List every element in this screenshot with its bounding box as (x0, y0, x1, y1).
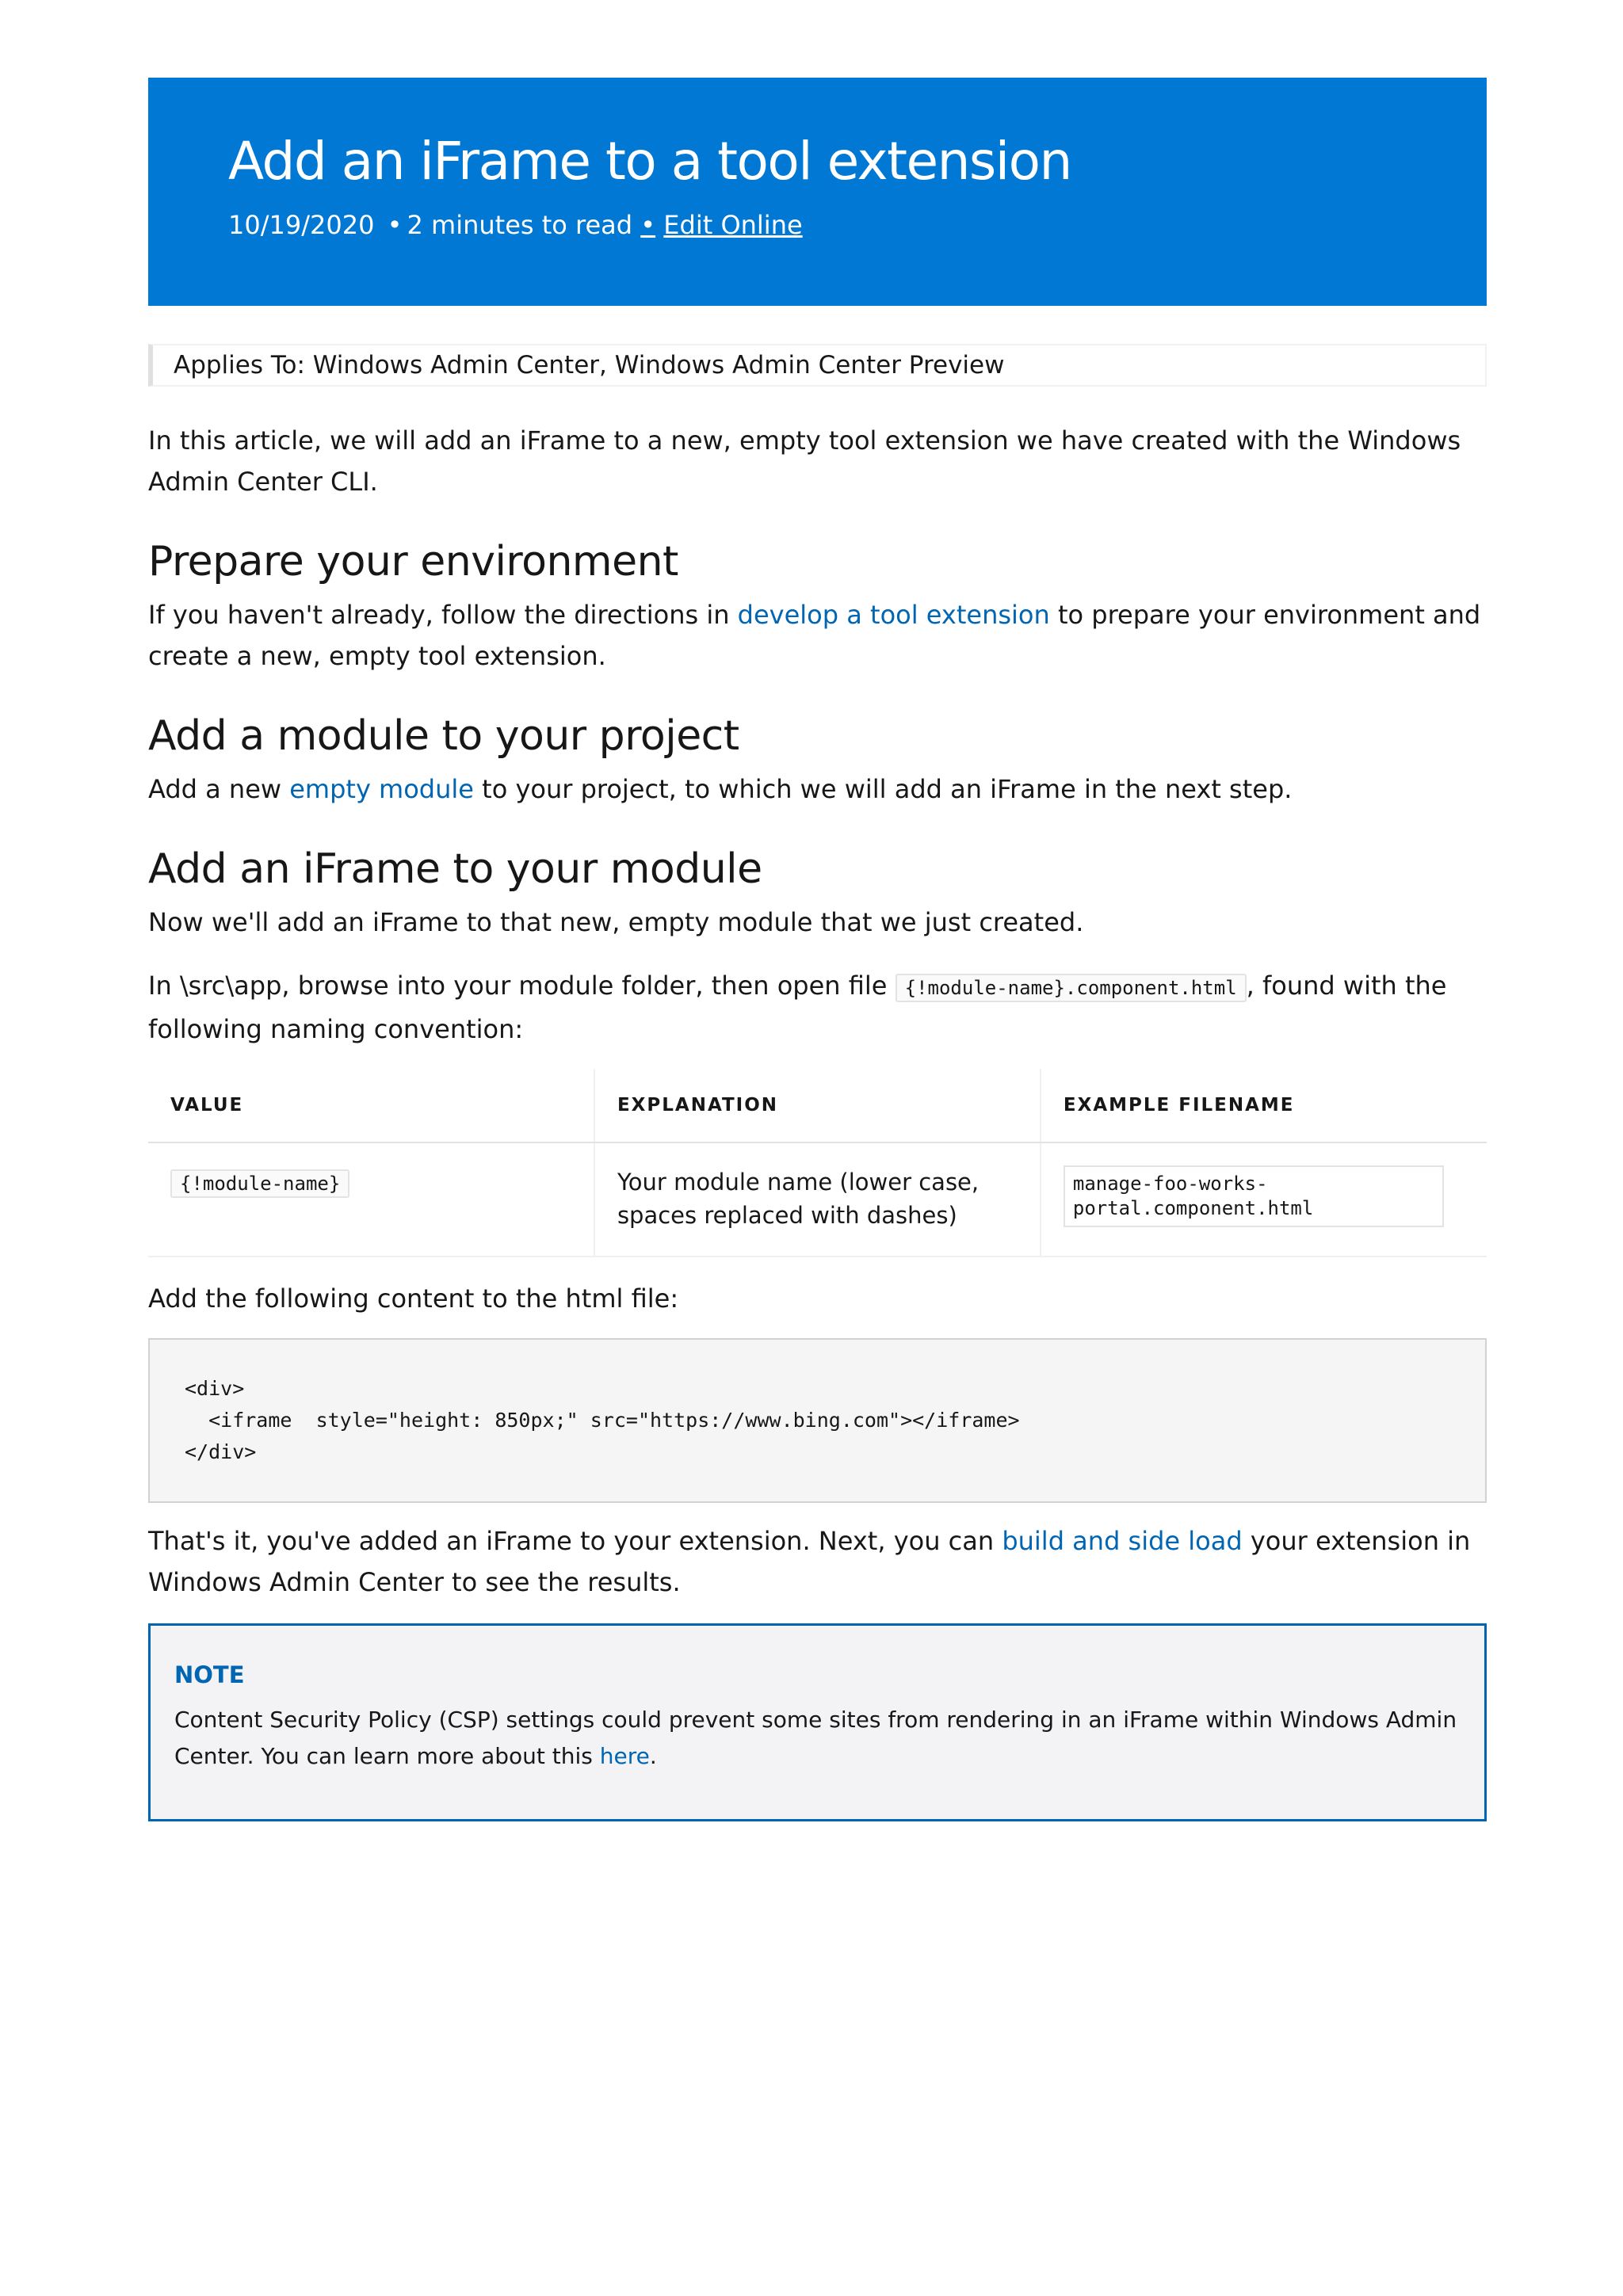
table-header-example: EXAMPLE FILENAME (1041, 1069, 1487, 1142)
add-iframe-paragraph-2 (148, 965, 1487, 1050)
p4-text-after: your extension in Windows Admin Center to see the results. (148, 1526, 1471, 1597)
article-meta (228, 208, 1487, 242)
here-link[interactable]: here (599, 1743, 650, 1769)
empty-module-link[interactable]: empty module (289, 774, 474, 804)
intro-paragraph: In this article, we will add an iFrame to a new, empty tool extension we have created with the Windows Admin Center CLI. (148, 425, 1461, 497)
read-time: 2 minutes to read (407, 210, 633, 240)
page-title: Add an iFrame to a tool extension (228, 131, 1071, 192)
html-code-block: <div> <iframe style="height: 850px;" src="https://www.bing.com"></iframe> </div> (148, 1338, 1487, 1503)
note-title: NOTE (174, 1661, 245, 1688)
add-iframe-paragraph-1: Now we'll add an iFrame to that new, empty module that we just created. (148, 907, 1084, 937)
develop-tool-extension-link[interactable]: develop a tool extension (737, 600, 1050, 630)
heading-prepare-environment: Prepare your environment (148, 538, 678, 585)
note-text-after: . (649, 1743, 657, 1769)
meta-separator: • (387, 210, 403, 240)
table-header-value: VALUE (148, 1069, 594, 1142)
heading-add-module: Add a module to your project (148, 712, 739, 760)
add-module-text-before: Add a new (148, 774, 290, 804)
note-text-before: Content Security Policy (CSP) settings could prevent some sites from rendering in an iFrame within Windows Admin Center. You can learn more about this (174, 1707, 1457, 1769)
p4-text-before: That's it, you've added an iFrame to your extension. Next, you can (148, 1526, 1002, 1556)
note-text (174, 1702, 1461, 1775)
table-cell-example (1041, 1142, 1487, 1257)
note-callout (148, 1623, 1487, 1821)
p2-text-before: In \src\app, browse into your module folder, then open file (148, 971, 896, 1001)
heading-add-iframe: Add an iFrame to your module (148, 845, 762, 893)
edit-online-link-label[interactable]: Edit Online (663, 210, 803, 240)
naming-convention-table (148, 1069, 1487, 1257)
article (148, 78, 1487, 1821)
table-cell-value (148, 1142, 594, 1257)
add-content-paragraph: Add the following content to the html file: (148, 1283, 679, 1314)
header-banner (148, 78, 1487, 306)
component-filename-code: {!module-name}.component.html (896, 974, 1247, 1002)
edit-online-link[interactable] (640, 210, 655, 240)
article-date: 10/19/2020 (228, 210, 375, 240)
edit-separator: • (640, 210, 656, 240)
prepare-text-after: to prepare your environment and create a new, empty tool extension. (148, 600, 1481, 671)
next-steps-paragraph (148, 1520, 1487, 1603)
applies-to-box: Applies To: Windows Admin Center, Windows Admin Center Preview (148, 344, 1487, 387)
module-name-code: {!module-name} (170, 1169, 349, 1198)
build-side-load-link[interactable]: build and side load (1002, 1526, 1243, 1556)
add-module-paragraph (148, 769, 1487, 810)
table-header-explanation: EXPLANATION (594, 1069, 1041, 1142)
table-header-row (148, 1069, 1487, 1142)
example-filename-code: manage-foo-works-portal.component.html (1064, 1165, 1444, 1227)
prepare-text-before: If you haven't already, follow the directions in (148, 600, 738, 630)
table-row (148, 1142, 1487, 1257)
table-cell-explanation: Your module name (lower case, spaces replaced with dashes) (594, 1142, 1041, 1257)
p2-text-after: , found with the following naming convention: (148, 971, 1447, 1044)
prepare-paragraph (148, 594, 1487, 677)
add-module-text-after: to your project, to which we will add an iFrame in the next step. (473, 774, 1293, 804)
